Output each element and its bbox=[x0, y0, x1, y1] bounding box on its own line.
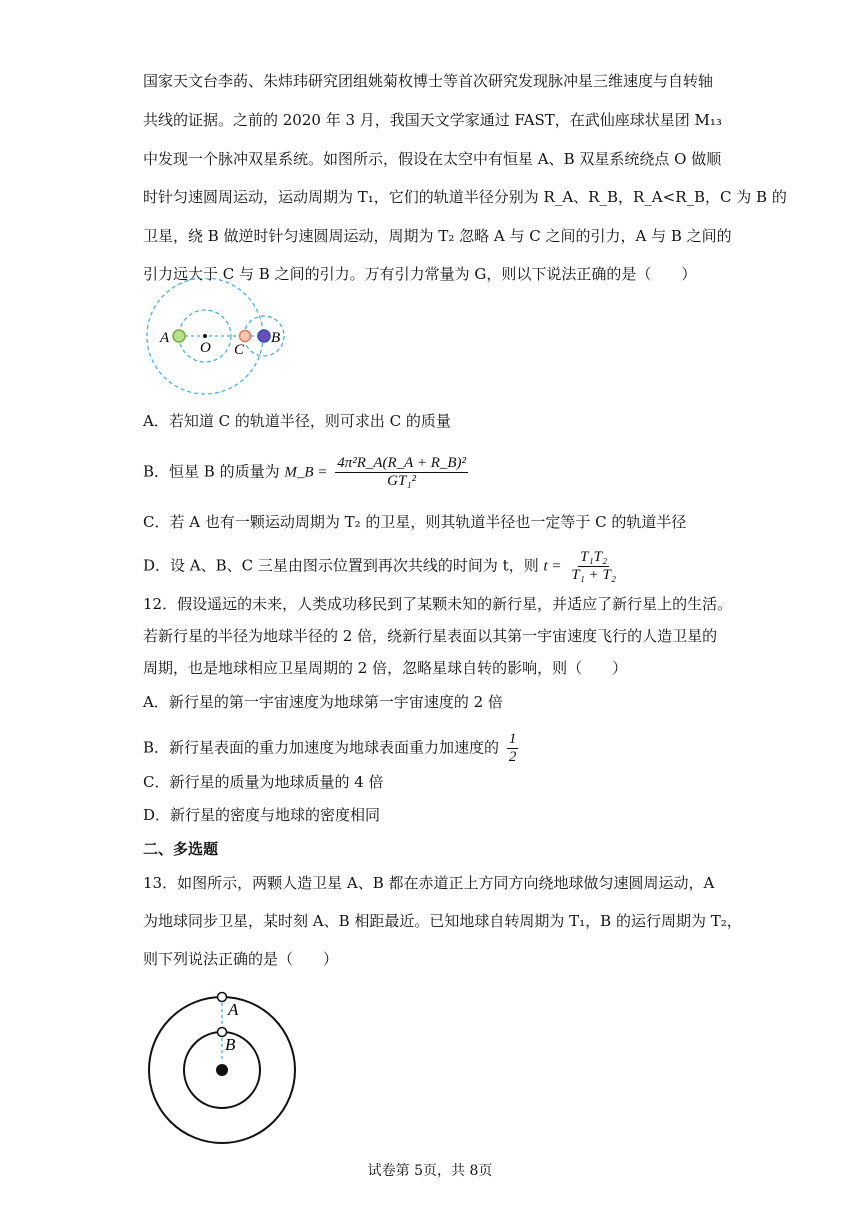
binary-star-figure bbox=[143, 278, 313, 398]
q12-line-3: 周期，也是地球相应卫星周期的 2 倍，忽略星球自转的影响，则（ ） bbox=[143, 659, 628, 677]
q12-option-a: A．新行星的第一宇宙速度为地球第一宇宙速度的 2 倍 bbox=[143, 693, 503, 711]
satellite-C bbox=[240, 331, 251, 342]
q11-option-a: A．若知道 C 的轨道半径，则可求出 C 的质量 bbox=[143, 412, 451, 430]
q11-option-b-denominator: GT₁² bbox=[387, 473, 417, 489]
intro-line-2: 共线的证据。之前的 2020 年 3 月，我国天文学家通过 FAST，在武仙座球状星团 M₁₃ bbox=[143, 111, 722, 129]
intro-line-4: 时针匀速圆周运动，运动周期为 T₁，它们的轨道半径分别为 R_A、R_B，R_A<R_B，C 为 B 的 bbox=[143, 188, 787, 206]
q12-line-2: 若新行星的半径为地球半径的 2 倍，绕新行星表面以其第一宇宙速度飞行的人造卫星的 bbox=[143, 627, 718, 645]
satellite-orbit-figure bbox=[143, 990, 303, 1150]
q11-option-d-lhs: t = bbox=[543, 558, 562, 575]
q12-option-b-numerator: 1 bbox=[508, 731, 517, 747]
intro-line-1: 国家天文台李菂、朱炜玮研究团组姚菊枚博士等首次研究发现脉冲星三维速度与自转轴 bbox=[143, 72, 714, 90]
q11-option-c: C．若 A 也有一颗运动周期为 T₂ 的卫星，则其轨道半径也一定等于 C 的轨道半径 bbox=[143, 513, 687, 531]
point-O bbox=[203, 334, 207, 338]
q12-option-b-text: B．新行星表面的重力加速度为地球表面重力加速度的 bbox=[143, 738, 500, 757]
section-heading: 二、多选题 bbox=[143, 840, 219, 858]
label-B: B bbox=[271, 330, 281, 346]
label-O: O bbox=[200, 340, 211, 356]
q11-option-d-fraction bbox=[569, 549, 618, 584]
q11-option-b-text: B．恒星 B 的质量为 bbox=[143, 462, 280, 481]
star-B bbox=[258, 330, 270, 342]
label-B: B bbox=[225, 1035, 236, 1054]
q11-option-d bbox=[143, 549, 621, 584]
q11-option-d-numerator: T₁T₂ bbox=[580, 549, 608, 565]
q11-option-d-denominator: T₁ + T₂ bbox=[571, 567, 617, 583]
q12-option-b-denominator: 2 bbox=[508, 749, 517, 765]
q11-option-b-lhs: M_B = bbox=[284, 464, 328, 481]
intro-line-3: 中发现一个脉冲双星系统。如图所示，假设在太空中有恒星 A、B 双星系统绕点 O 做顺 bbox=[143, 150, 722, 168]
q11-option-b bbox=[143, 455, 471, 490]
label-A: A bbox=[228, 1000, 239, 1019]
q12-option-b bbox=[143, 731, 521, 766]
intro-line-6: 引力远大于 C 与 B 之间的引力。万有引力常量为 G，则以下说法正确的是（ ） bbox=[143, 265, 697, 283]
label-A: A bbox=[160, 330, 170, 346]
q11-option-b-numerator: 4π²R_A(R_A + R_B)² bbox=[337, 455, 467, 471]
q12-line-1: 12．假设遥远的未来，人类成功移民到了某颗未知的新行星，并适应了新行星上的生活。 bbox=[143, 595, 733, 613]
q11-option-d-text: D．设 A、B、C 三星由图示位置到再次共线的时间为 t，则 bbox=[143, 556, 539, 575]
q12-option-c: C．新行星的质量为地球质量的 4 倍 bbox=[143, 773, 384, 791]
q13-line-2: 为地球同步卫星，某时刻 A、B 相距最近。已知地球自转周期为 T₁，B 的运行周期为 T₂， bbox=[143, 912, 742, 930]
label-C: C bbox=[234, 342, 245, 358]
earth bbox=[216, 1064, 228, 1076]
q11-option-b-fraction bbox=[335, 455, 468, 490]
q13-line-3: 则下列说法正确的是（ ） bbox=[143, 950, 339, 968]
q12-option-b-fraction bbox=[507, 731, 519, 766]
star-A bbox=[173, 330, 185, 342]
intro-line-5: 卫星，绕 B 做逆时针匀速圆周运动，周期为 T₂ 忽略 A 与 C 之间的引力，A 与 B 之间的 bbox=[143, 227, 732, 245]
q12-option-d: D．新行星的密度与地球的密度相同 bbox=[143, 806, 381, 824]
q13-line-1: 13．如图所示，两颗人造卫星 A、B 都在赤道正上方同方向绕地球做匀速圆周运动，A bbox=[143, 874, 715, 892]
page-footer: 试卷第 5页，共 8页 bbox=[367, 1163, 493, 1179]
satellite-A bbox=[218, 993, 227, 1002]
